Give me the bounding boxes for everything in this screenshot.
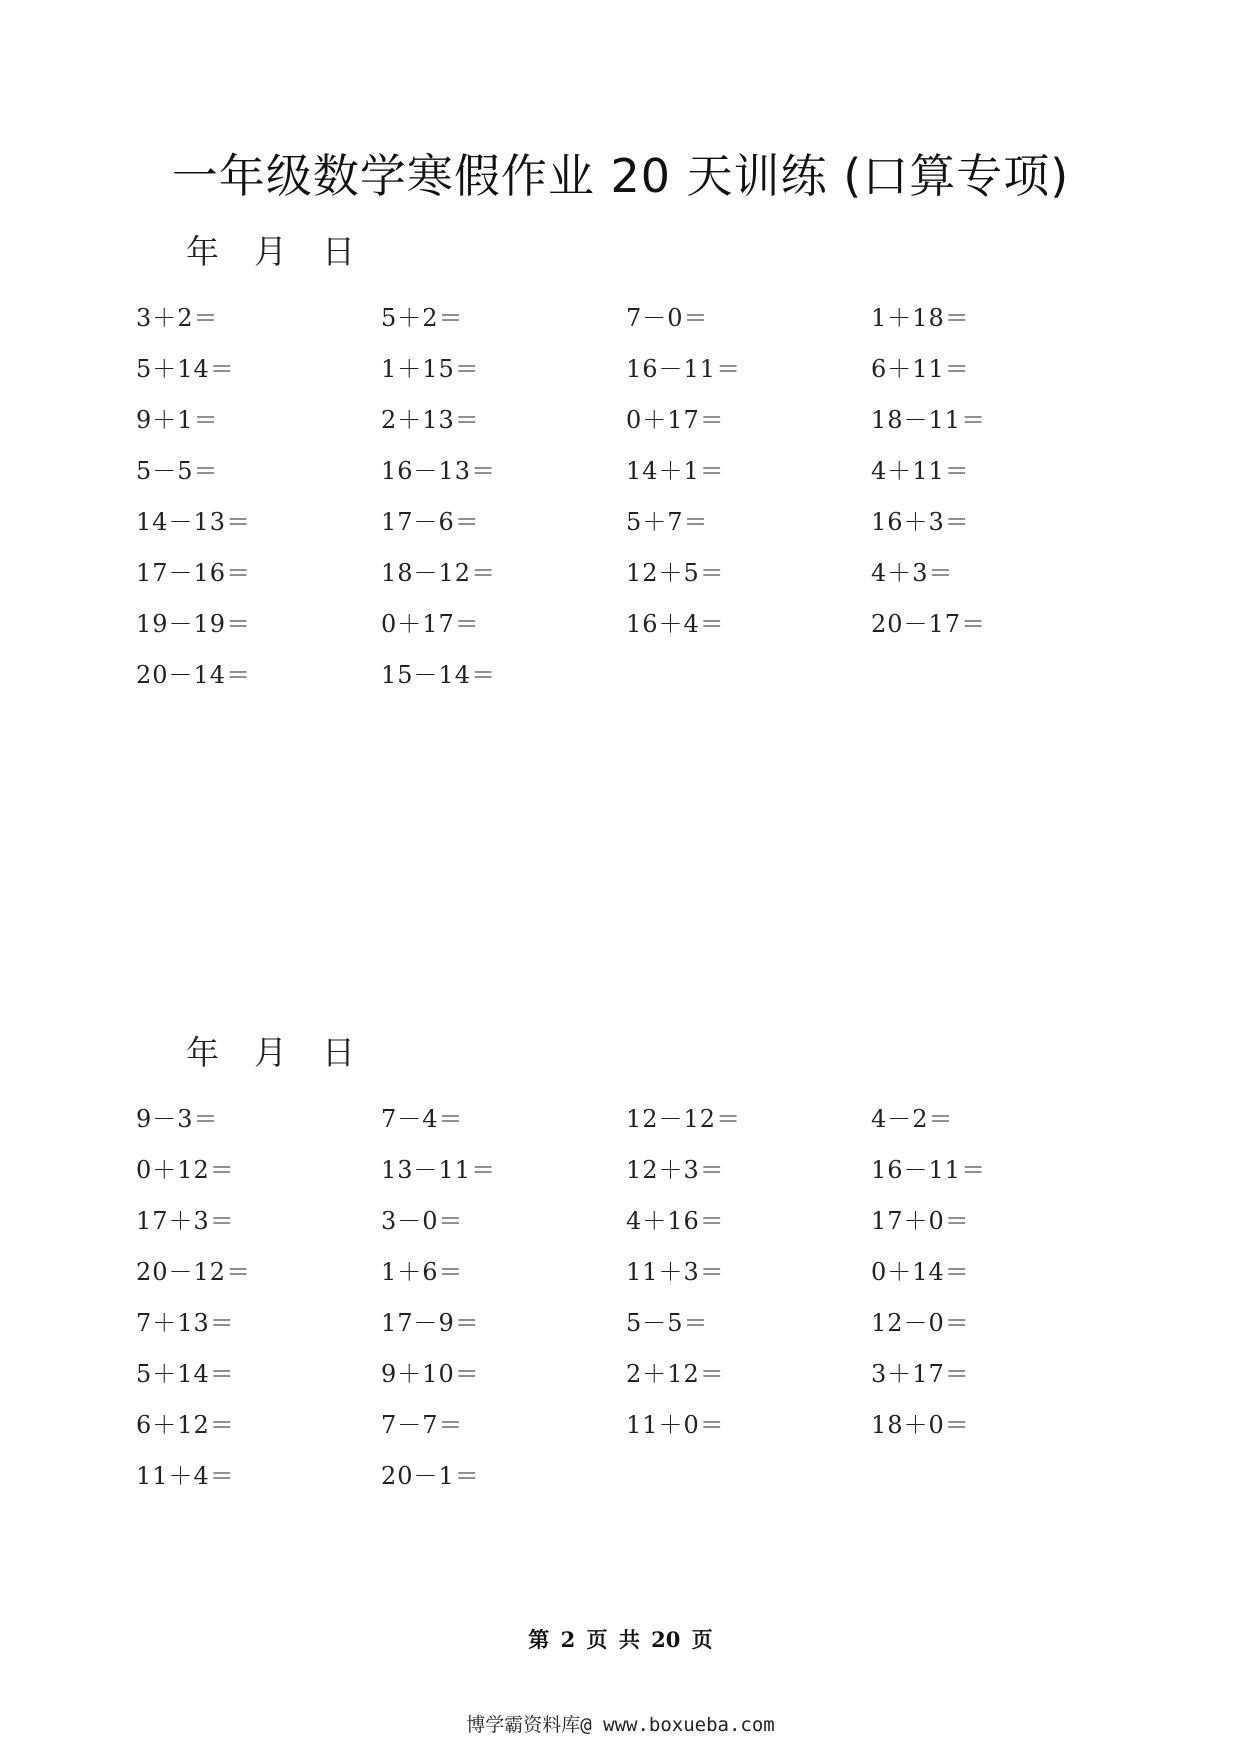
problem: 20－17＝ <box>871 610 987 638</box>
date-day-label: 日 <box>322 1033 355 1072</box>
problem: 16－11＝ <box>871 1156 987 1184</box>
problem: 5＋14＝ <box>136 1360 235 1388</box>
problem-row <box>136 1298 1116 1349</box>
page-title: 一年级数学寒假作业 20 天训练 (口算专项) <box>171 149 1070 203</box>
date-line <box>186 1033 355 1073</box>
problem <box>871 1451 1116 1502</box>
problem: 0＋17＝ <box>381 610 480 638</box>
date-month-label: 月 <box>254 1033 287 1072</box>
problem: 12－12＝ <box>626 1105 742 1133</box>
problem: 16＋3＝ <box>871 508 970 536</box>
problem: 1＋18＝ <box>871 304 970 332</box>
problem: 5＋14＝ <box>136 355 235 383</box>
date-year-label: 年 <box>186 1033 219 1072</box>
problem <box>626 1451 871 1502</box>
problem: 0＋17＝ <box>626 406 725 434</box>
problem: 17－9＝ <box>381 1309 480 1337</box>
problem: 5＋2＝ <box>381 304 464 332</box>
problem-row <box>136 650 1116 701</box>
page-number: 第 2 页 共 20 页 <box>528 1627 713 1652</box>
problem: 11＋3＝ <box>626 1258 725 1286</box>
problem: 12－0＝ <box>871 1309 970 1337</box>
problem: 17＋3＝ <box>136 1207 235 1235</box>
problem: 0＋12＝ <box>136 1156 235 1184</box>
problem: 2＋12＝ <box>626 1360 725 1388</box>
problem: 9－3＝ <box>136 1105 219 1133</box>
problem: 0＋14＝ <box>871 1258 970 1286</box>
problem-row <box>136 1145 1116 1196</box>
problem-row <box>136 344 1116 395</box>
problem: 7－0＝ <box>626 304 709 332</box>
problem: 2＋13＝ <box>381 406 480 434</box>
problem: 6＋11＝ <box>871 355 970 383</box>
problem: 7＋13＝ <box>136 1309 235 1337</box>
problem: 5－5＝ <box>136 457 219 485</box>
date-line <box>186 232 355 272</box>
problem-row <box>136 497 1116 548</box>
problem: 18－12＝ <box>381 559 497 587</box>
problem: 14－13＝ <box>136 508 252 536</box>
problem-row <box>136 1451 1116 1502</box>
problem: 4－2＝ <box>871 1105 954 1133</box>
problem: 1＋6＝ <box>381 1258 464 1286</box>
problem: 5＋7＝ <box>626 508 709 536</box>
problem-row <box>136 1400 1116 1451</box>
problem-row <box>136 1196 1116 1247</box>
problem: 12＋5＝ <box>626 559 725 587</box>
problem-row <box>136 1349 1116 1400</box>
problem: 1＋15＝ <box>381 355 480 383</box>
problem: 3＋2＝ <box>136 304 219 332</box>
problem: 7－7＝ <box>381 1411 464 1439</box>
problem: 9＋1＝ <box>136 406 219 434</box>
problem: 4＋16＝ <box>626 1207 725 1235</box>
date-day-label: 日 <box>322 232 355 271</box>
problem-row <box>136 599 1116 650</box>
problem: 17－6＝ <box>381 508 480 536</box>
problem: 13－11＝ <box>381 1156 497 1184</box>
problem-row <box>136 1094 1116 1145</box>
problem: 14＋1＝ <box>626 457 725 485</box>
problem: 4＋11＝ <box>871 457 970 485</box>
problem: 17＋0＝ <box>871 1207 970 1235</box>
problem: 17－16＝ <box>136 559 252 587</box>
date-month-label: 月 <box>254 232 287 271</box>
problem-row <box>136 293 1116 344</box>
problem: 20－12＝ <box>136 1258 252 1286</box>
problem: 18－11＝ <box>871 406 987 434</box>
problem: 5－5＝ <box>626 1309 709 1337</box>
problem: 4＋3＝ <box>871 559 954 587</box>
problem: 9＋10＝ <box>381 1360 480 1388</box>
problem-row <box>136 548 1116 599</box>
problem: 18＋0＝ <box>871 1411 970 1439</box>
problem: 11＋4＝ <box>136 1462 235 1490</box>
watermark-text: 博学霸资料库@ www.boxueba.com <box>466 1714 775 1736</box>
problem: 12＋3＝ <box>626 1156 725 1184</box>
problem: 6＋12＝ <box>136 1411 235 1439</box>
problem: 16－11＝ <box>626 355 742 383</box>
problem: 16－13＝ <box>381 457 497 485</box>
problem: 19－19＝ <box>136 610 252 638</box>
date-year-label: 年 <box>186 232 219 271</box>
problem: 3＋17＝ <box>871 1360 970 1388</box>
arithmetic-grid <box>136 293 1116 701</box>
problem <box>871 650 1116 701</box>
problem: 7－4＝ <box>381 1105 464 1133</box>
problem-row <box>136 446 1116 497</box>
problem-row <box>136 1247 1116 1298</box>
problem: 20－1＝ <box>381 1462 480 1490</box>
problem: 3－0＝ <box>381 1207 464 1235</box>
problem: 20－14＝ <box>136 661 252 689</box>
problem: 16＋4＝ <box>626 610 725 638</box>
problem: 15－14＝ <box>381 661 497 689</box>
problem: 11＋0＝ <box>626 1411 725 1439</box>
problem <box>626 650 871 701</box>
arithmetic-grid <box>136 1094 1116 1502</box>
problem-row <box>136 395 1116 446</box>
